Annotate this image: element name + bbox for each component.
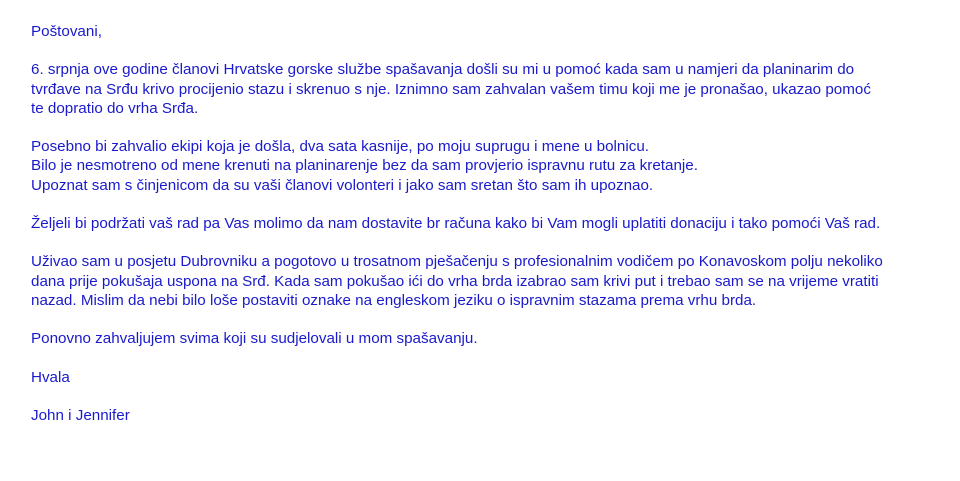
- letter-body: [31, 22, 946, 444]
- salutation-block: [31, 22, 946, 41]
- paragraph-line: 6. srpnja ove godine članovi Hrvatske gorske službe spašavanja došli su mi u pomoć kada sam u namjeri da planinarim do: [31, 61, 855, 79]
- paragraph-donation: [31, 214, 946, 233]
- paragraph-line: nazad. Mislim da nebi bilo loše postaviti oznake na engleskom jeziku o ispravnim stazama prema vrhu brda.: [31, 291, 757, 309]
- paragraph-line: te dopratio do vrha Srđa.: [31, 99, 199, 117]
- paragraph-final-thanks: [31, 329, 946, 348]
- paragraph-line: dana prije pokušaja uspona na Srđ. Kada sam pokušao ići do vrha brda izabrao sam krivi put i trebao sam se na vrijeme vratiti: [31, 272, 879, 290]
- paragraph-line: Željeli bi podržati vaš rad pa Vas molimo da nam dostavite br računa kako bi Vam mogli uplatiti donaciju i tako pomoći Vaš rad.: [31, 214, 881, 232]
- paragraph-line: tvrđave na Srđu krivo procijenio stazu i skrenuo s nje. Iznimno sam zahvalan vašem timu koji me je pronašao, ukazao pomoć: [31, 80, 871, 98]
- paragraph-line: Uživao sam u posjetu Dubrovniku a pogotovo u trosatnom pješačenju s profesionalnim vodičem po Konavoskom polju nekoliko: [31, 253, 883, 271]
- signature: John i Jennifer: [31, 406, 130, 424]
- paragraph-line: Bilo je nesmotreno od mene krenuti na planinarenje bez da sam provjerio ispravnu rutu za kretanje.: [31, 157, 698, 175]
- paragraph-thanks-team: [31, 137, 946, 195]
- paragraph-line: Ponovno zahvaljujem svima koji su sudjelovali u mom spašavanju.: [31, 330, 478, 348]
- paragraph-line: Upoznat sam s činjenicom da su vaši članovi volonteri i jako sam sretan što sam ih upoznao.: [31, 176, 654, 194]
- paragraph-line: Posebno bi zahvalio ekipi koja je došla, dva sata kasnije, po moju suprugu i mene u bolnicu.: [31, 138, 650, 156]
- salutation: Poštovani,: [31, 23, 102, 40]
- paragraph-rescue: [31, 60, 946, 118]
- closing: Hvala: [31, 368, 70, 386]
- paragraph-visit: [31, 252, 946, 310]
- closing-block: [31, 368, 946, 387]
- signature-block: [31, 406, 946, 425]
